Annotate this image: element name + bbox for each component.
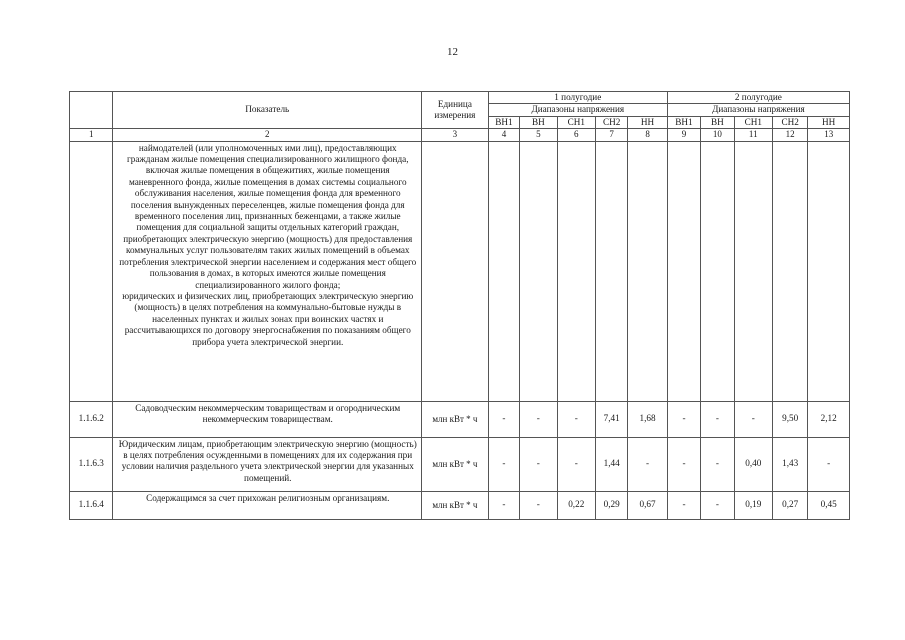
header-level: НН bbox=[628, 116, 667, 128]
row-description: Юридическим лицам, приобретающим электрическую энергию (мощность) в целях потребления осужденными в помещениях для их содержания при условии наличия раздельного учета электрической энергии для указанных помещений. bbox=[113, 437, 422, 491]
table-row bbox=[70, 437, 850, 491]
header-voltage-ranges-1: Диапазоны напряжения bbox=[488, 104, 667, 116]
page-number: 12 bbox=[447, 46, 458, 58]
table-row bbox=[70, 401, 850, 437]
row-unit bbox=[422, 141, 489, 401]
value-cell bbox=[595, 141, 627, 401]
column-number: 5 bbox=[520, 129, 557, 141]
value-cell: - bbox=[701, 401, 734, 437]
value-cell bbox=[701, 141, 734, 401]
value-cell bbox=[772, 141, 807, 401]
column-number-row bbox=[70, 129, 850, 141]
value-cell: - bbox=[520, 437, 557, 491]
column-number: 6 bbox=[557, 129, 595, 141]
value-cell: - bbox=[488, 401, 519, 437]
table-row bbox=[70, 491, 850, 519]
value-cell: - bbox=[667, 401, 700, 437]
value-cell: - bbox=[488, 491, 519, 519]
value-cell: 0,27 bbox=[772, 491, 807, 519]
row-code: 1.1.6.2 bbox=[70, 401, 113, 437]
value-cell bbox=[520, 141, 557, 401]
value-cell: 2,12 bbox=[808, 401, 850, 437]
header-half-2: 2 полугодие bbox=[667, 92, 849, 104]
row-code: 1.1.6.4 bbox=[70, 491, 113, 519]
header-voltage-ranges-2: Диапазоны напряжения bbox=[667, 104, 849, 116]
value-cell: - bbox=[701, 491, 734, 519]
header-level: НН bbox=[808, 116, 850, 128]
electricity-volume-table bbox=[69, 91, 850, 520]
row-code: 1.1.6.3 bbox=[70, 437, 113, 491]
value-cell: - bbox=[701, 437, 734, 491]
row-unit: млн кВт * ч bbox=[422, 491, 489, 519]
row-description: Садоводческим некоммерческим товариществам и огородническим некоммерческим товариществам. bbox=[113, 401, 422, 437]
header-level: ВН1 bbox=[488, 116, 519, 128]
value-cell: 1,43 bbox=[772, 437, 807, 491]
header-indicator: Показатель bbox=[113, 92, 422, 129]
value-cell: - bbox=[667, 437, 700, 491]
value-cell: 0,19 bbox=[734, 491, 772, 519]
value-cell: 1,68 bbox=[628, 401, 667, 437]
header-level: СН2 bbox=[772, 116, 807, 128]
value-cell: - bbox=[667, 491, 700, 519]
value-cell: - bbox=[557, 401, 595, 437]
column-number: 4 bbox=[488, 129, 519, 141]
value-cell: 9,50 bbox=[772, 401, 807, 437]
column-number: 3 bbox=[422, 129, 489, 141]
value-cell: 0,22 bbox=[557, 491, 595, 519]
column-number: 11 bbox=[734, 129, 772, 141]
row-code bbox=[70, 141, 113, 401]
value-cell: 1,44 bbox=[595, 437, 627, 491]
value-cell bbox=[808, 141, 850, 401]
value-cell: 0,40 bbox=[734, 437, 772, 491]
column-number: 12 bbox=[772, 129, 807, 141]
row-description: Содержащимся за счет прихожан религиозным организациям. bbox=[113, 491, 422, 519]
value-cell: - bbox=[628, 437, 667, 491]
header-unit: Единица измерения bbox=[422, 92, 489, 129]
value-cell bbox=[628, 141, 667, 401]
header-half-1: 1 полугодие bbox=[488, 92, 667, 104]
row-description bbox=[113, 141, 422, 401]
row-unit: млн кВт * ч bbox=[422, 401, 489, 437]
header-level: СН1 bbox=[734, 116, 772, 128]
value-cell: 7,41 bbox=[595, 401, 627, 437]
column-number: 2 bbox=[113, 129, 422, 141]
value-cell: - bbox=[488, 437, 519, 491]
value-cell bbox=[488, 141, 519, 401]
value-cell: - bbox=[734, 401, 772, 437]
header-row-periods bbox=[70, 92, 850, 104]
value-cell: 0,67 bbox=[628, 491, 667, 519]
value-cell: 0,29 bbox=[595, 491, 627, 519]
header-level: СН2 bbox=[595, 116, 627, 128]
value-cell bbox=[667, 141, 700, 401]
column-number: 8 bbox=[628, 129, 667, 141]
header-code-cell bbox=[70, 92, 113, 129]
row-unit: млн кВт * ч bbox=[422, 437, 489, 491]
header-level: ВН bbox=[701, 116, 734, 128]
table-row bbox=[70, 141, 850, 401]
value-cell: - bbox=[520, 491, 557, 519]
value-cell: - bbox=[808, 437, 850, 491]
column-number: 7 bbox=[595, 129, 627, 141]
column-number: 1 bbox=[70, 129, 113, 141]
value-cell: - bbox=[557, 437, 595, 491]
header-level: СН1 bbox=[557, 116, 595, 128]
value-cell bbox=[557, 141, 595, 401]
column-number: 9 bbox=[667, 129, 700, 141]
value-cell bbox=[734, 141, 772, 401]
value-cell: - bbox=[520, 401, 557, 437]
header-level: ВН1 bbox=[667, 116, 700, 128]
column-number: 10 bbox=[701, 129, 734, 141]
column-number: 13 bbox=[808, 129, 850, 141]
row-description-paragraph: юридических и физических лиц, приобретающих электрическую энергию (мощность) в целях потребления на коммунально-бытовые нужды в населенных пунктах и жилых зонах при воинских частях и рассчитывающихся по договору энергоснабжения по показаниям общего прибора учета электрической энергии. bbox=[122, 290, 414, 347]
value-cell: 0,45 bbox=[808, 491, 850, 519]
header-level: ВН bbox=[520, 116, 557, 128]
row-description-paragraph: наймодателей (или уполномоченных ими лиц), предоставляющих гражданам жилые помещения специализированного жилищного фонда, включая жилые помещения в общежитиях, жилые помещения маневренного фонда, жилые помещения в домах системы социального обслуживания населения, жилые помещения фонда для временного поселения вынужденных переселенцев, жилые помещения фонда для временного поселения лиц, признанных беженцами, а также жилые помещения для социальной защиты отдельных категорий граждан, приобретающих электрическую энергию (мощность) для предоставления коммунальных услуг пользователям таких жилых помещений в объемах потребления электрической энергии населением и содержания мест общего пользования в домах, в которых имеются жилые помещения специализированного жилого фонда; bbox=[119, 142, 417, 290]
